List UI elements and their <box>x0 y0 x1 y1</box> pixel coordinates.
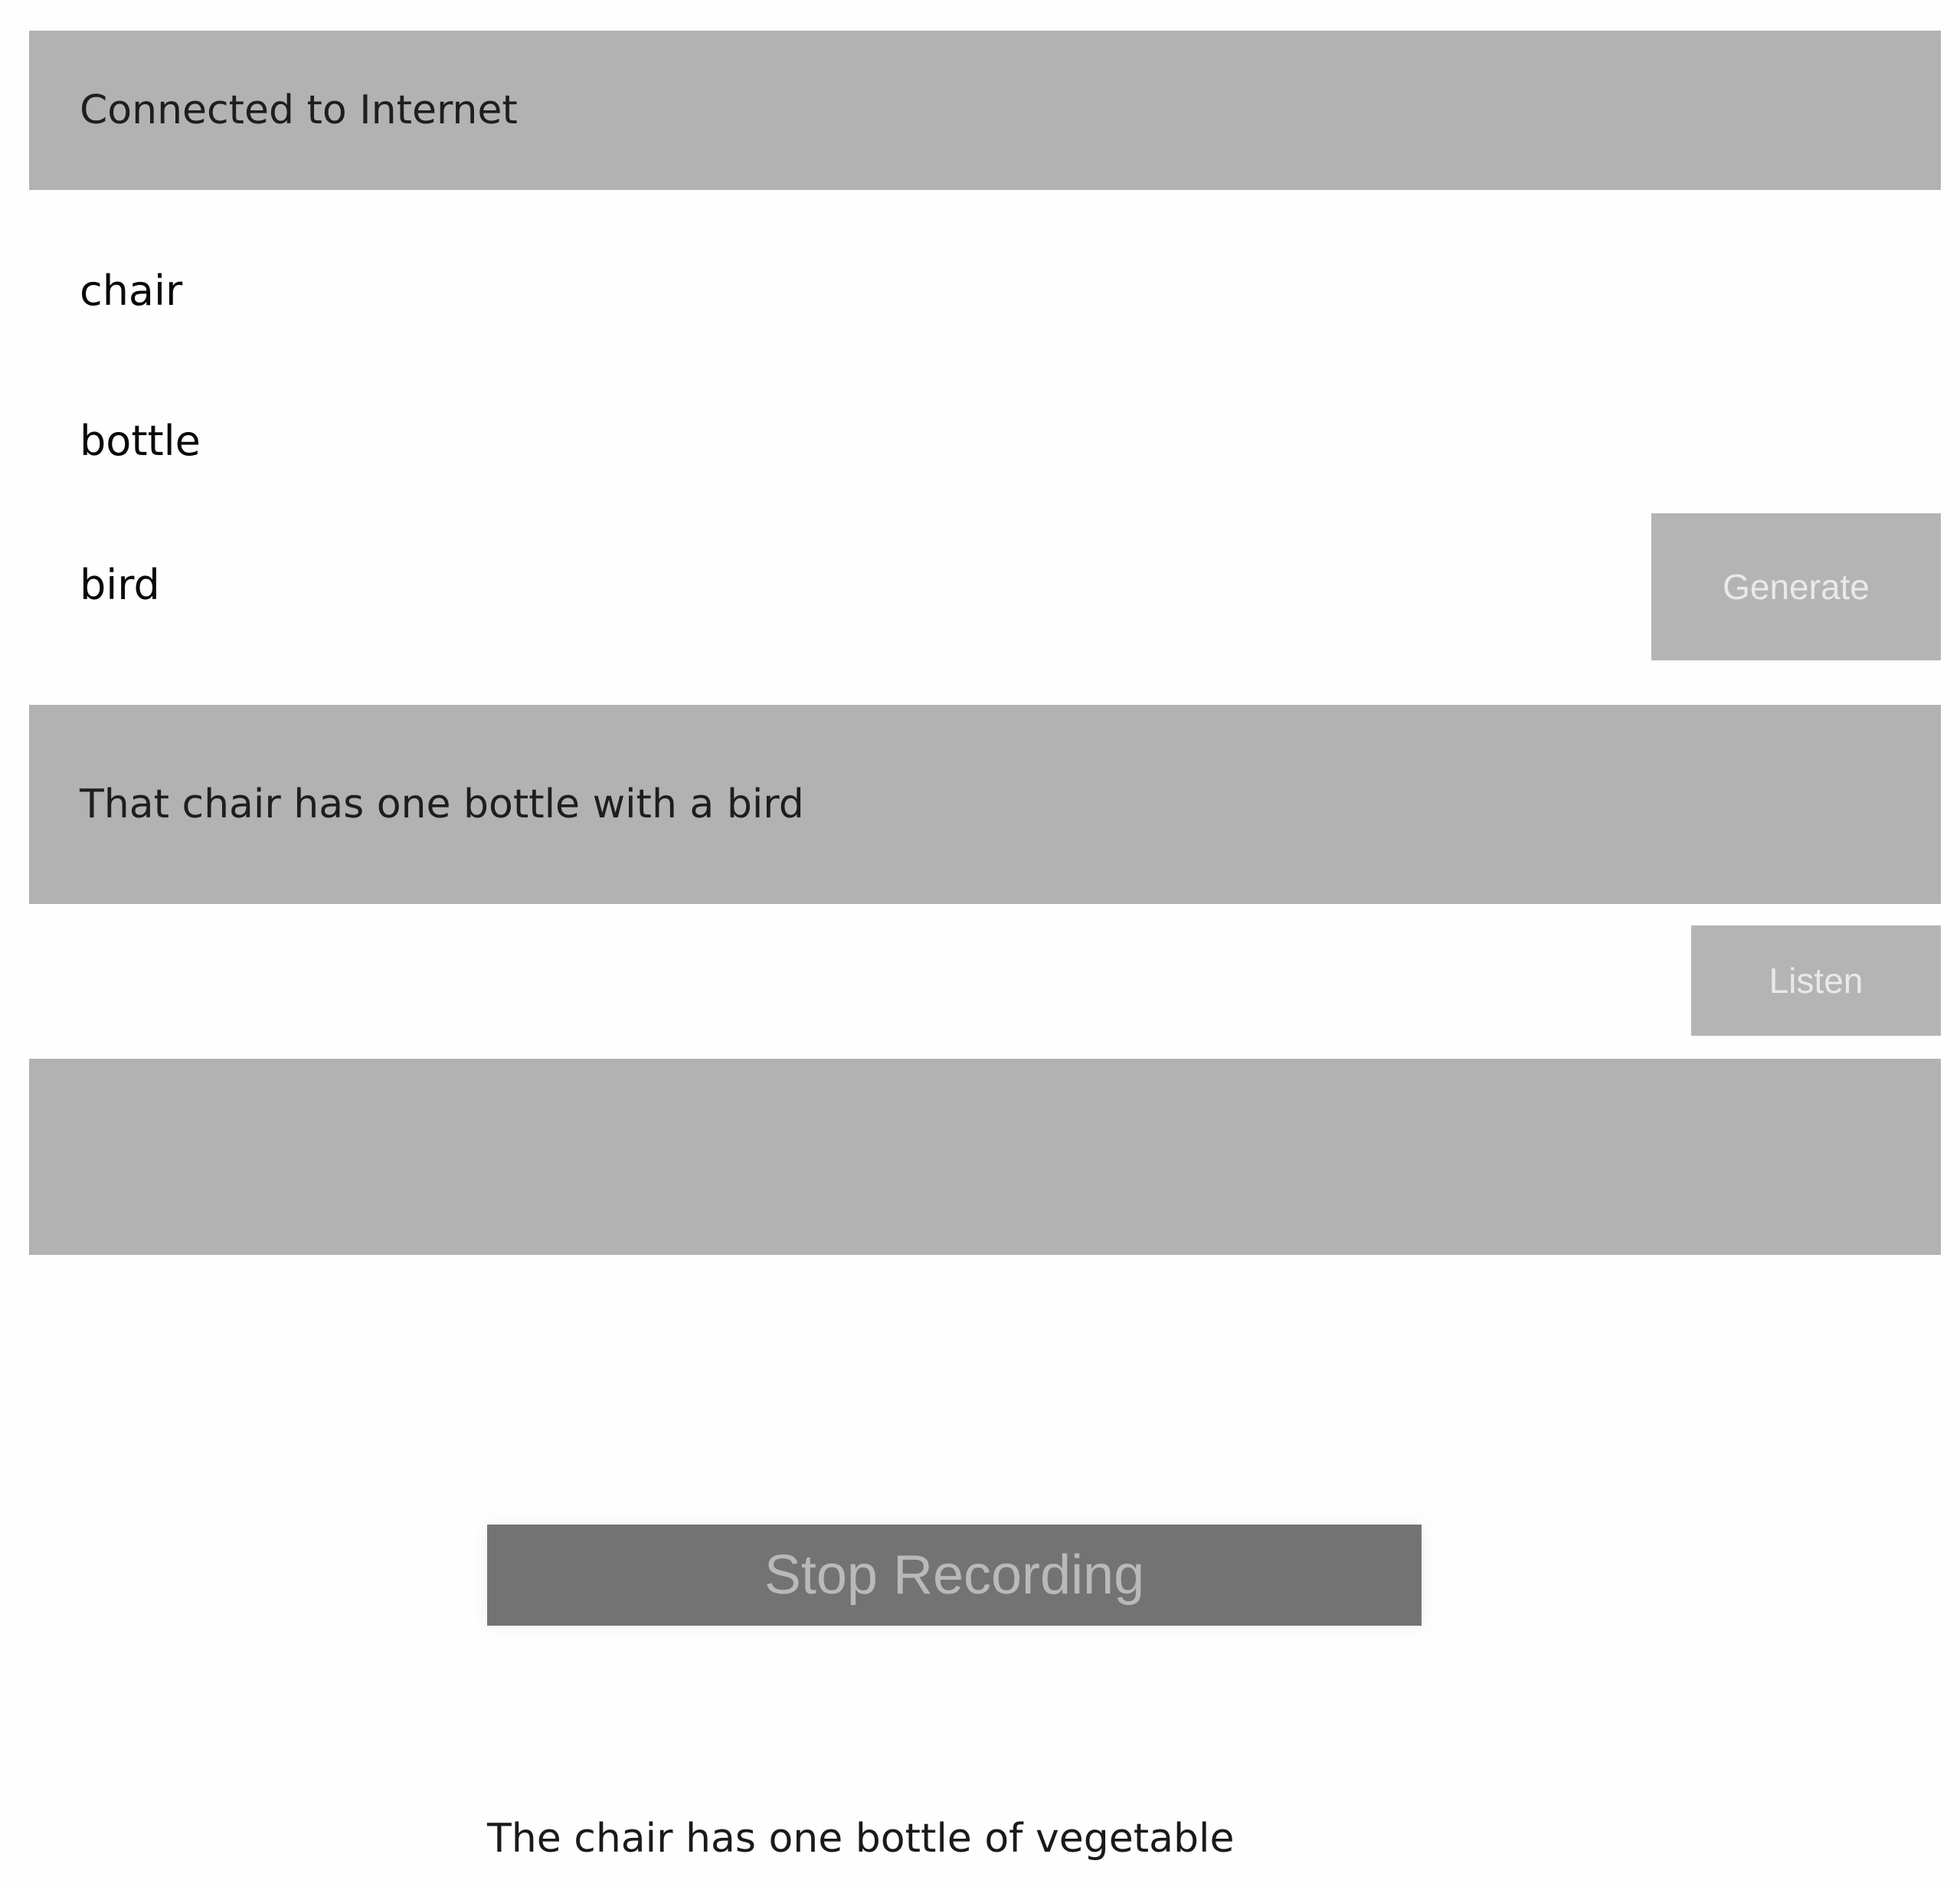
detected-word-bird: bird <box>80 561 160 609</box>
connection-status-bar <box>29 31 1941 190</box>
recognized-speech-text: The chair has one bottle of vegetable <box>487 1816 1235 1862</box>
generated-sentence-text: That chair has one bottle with a bird <box>80 781 804 827</box>
detected-word-bottle: bottle <box>80 417 201 465</box>
stop-recording-button[interactable]: Stop Recording <box>487 1525 1422 1626</box>
generated-sentence-bar <box>29 705 1941 904</box>
generate-button[interactable]: Generate <box>1651 513 1941 660</box>
listen-button[interactable]: Listen <box>1691 925 1941 1036</box>
detected-word-chair: chair <box>80 267 183 315</box>
transcript-area <box>29 1059 1941 1255</box>
connection-status-text: Connected to Internet <box>80 87 518 133</box>
